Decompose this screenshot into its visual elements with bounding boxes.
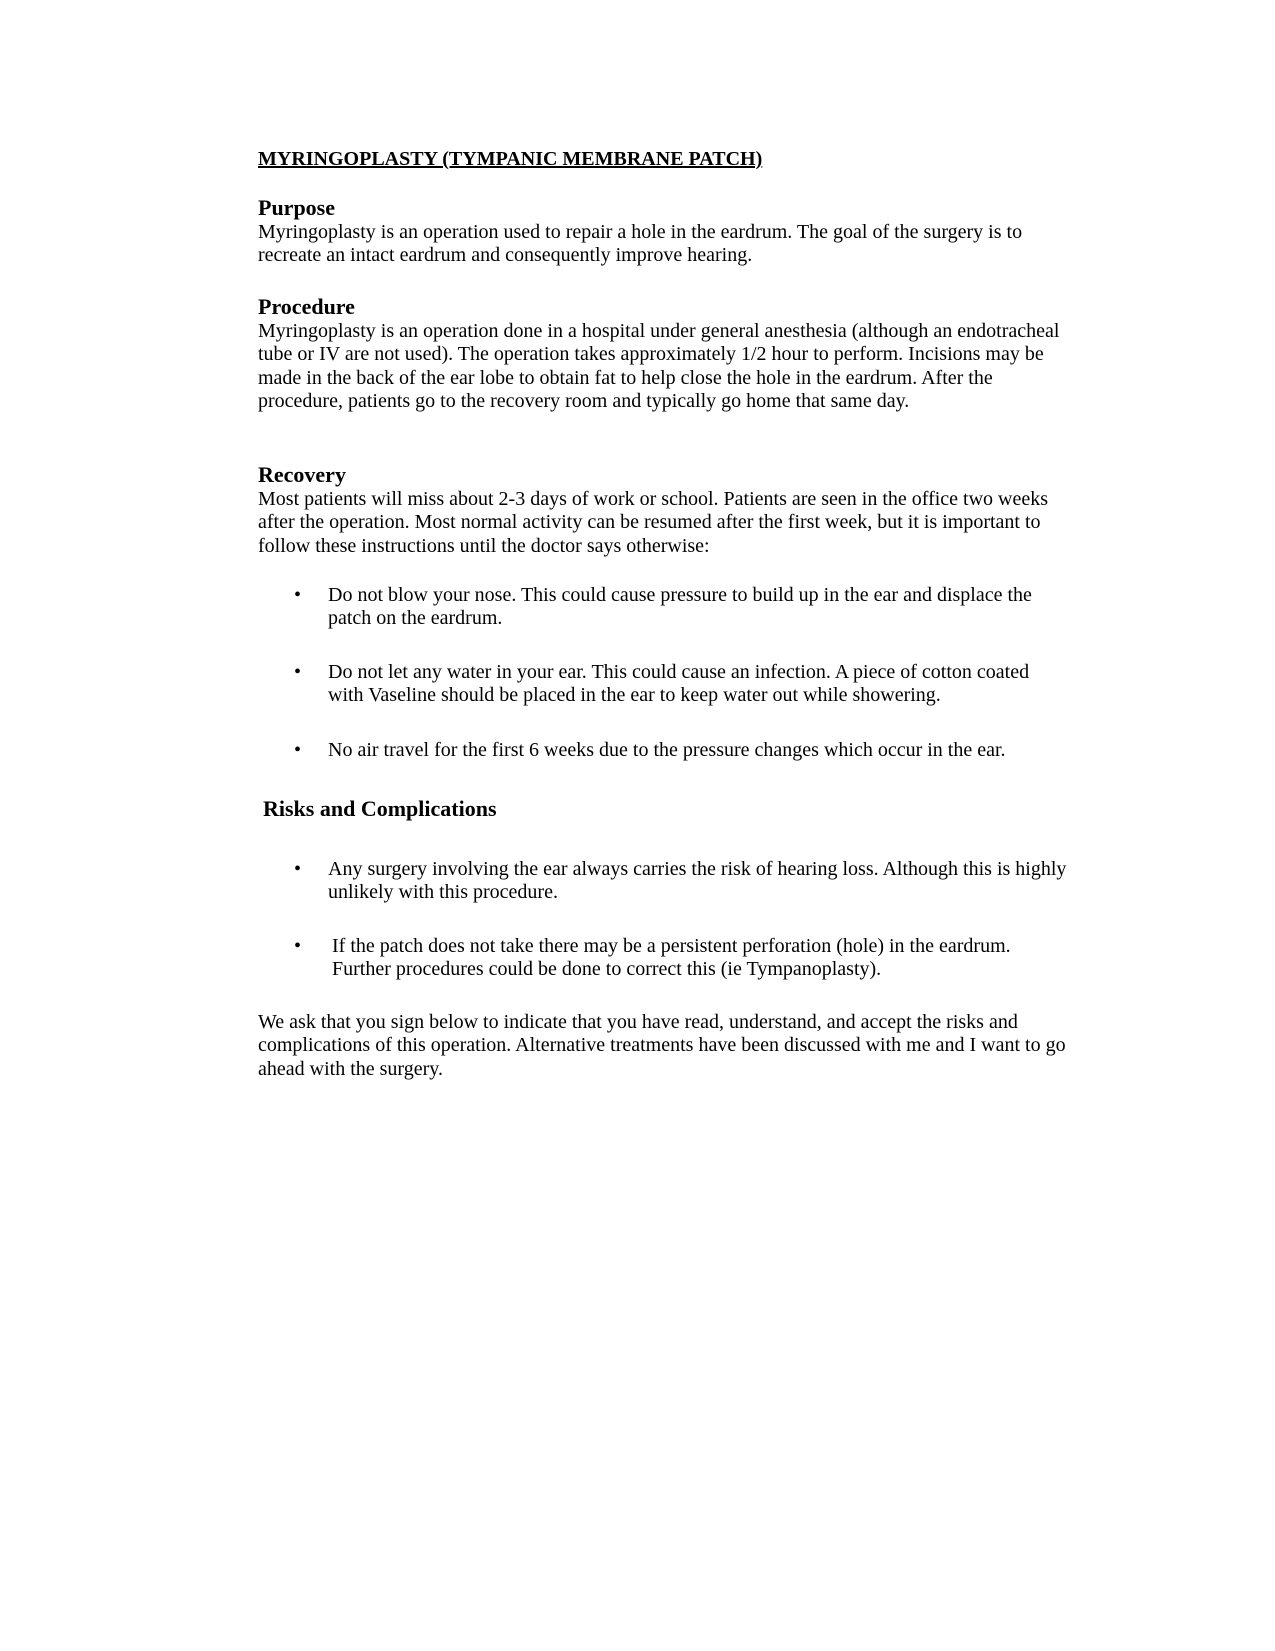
list-item-text: Any surgery involving the ear always carries the risk of hearing loss. Although this is highly unlikely with this procedure.	[328, 858, 1067, 904]
list-item-text: No air travel for the first 6 weeks due to the pressure changes which occur in the ear.	[328, 739, 1006, 761]
bullet-icon: •	[294, 739, 302, 761]
risks-heading: Risks and Complications	[263, 796, 497, 821]
purpose-text: Myringoplasty is an operation used to repair a hole in the eardrum. The goal of the surgery is to recreate an intact eardrum and consequently improve hearing.	[258, 221, 1023, 267]
recovery-heading: Recovery	[258, 462, 346, 487]
bullet-icon: •	[294, 858, 302, 880]
bullet-icon: •	[294, 935, 302, 957]
recovery-text: Most patients will miss about 2-3 days of work or school. Patients are seen in the office two weeks after the operation. Most normal activity can be resumed after the first week, but it is important to follow these instructions until the doctor says otherwise:	[258, 488, 1049, 557]
list-item-text: Do not let any water in your ear. This could cause an infection. A piece of cotton coated with Vaseline should be placed in the ear to keep water out while showering.	[328, 661, 1030, 707]
list-item-text: Do not blow your nose. This could cause pressure to build up in the ear and displace the patch on the eardrum.	[328, 584, 1032, 630]
document-title: MYRINGOPLASTY (TYMPANIC MEMBRANE PATCH)	[258, 148, 763, 170]
bullet-icon: •	[294, 584, 302, 606]
procedure-text: Myringoplasty is an operation done in a hospital under general anesthesia (although an endotracheal tube or IV are not used). The operation takes approximately 1/2 hour to perform. Incisions may be made in the back of the ear lobe to obtain fat to help close the hole in the eardrum. After the procedure, patients go to the recovery room and typically go home that same day.	[258, 320, 1060, 413]
bullet-icon: •	[294, 661, 302, 683]
list-item-text: If the patch does not take there may be a persistent perforation (hole) in the eardrum. Further procedures could be done to correct this (ie Tympanoplasty).	[332, 935, 1011, 981]
procedure-heading: Procedure	[258, 294, 355, 319]
purpose-heading: Purpose	[258, 195, 335, 220]
closing-statement: We ask that you sign below to indicate that you have read, understand, and accept the risks and complications of this operation. Alternative treatments have been discussed with me and I want to go ahead with the surgery.	[258, 1011, 1066, 1080]
